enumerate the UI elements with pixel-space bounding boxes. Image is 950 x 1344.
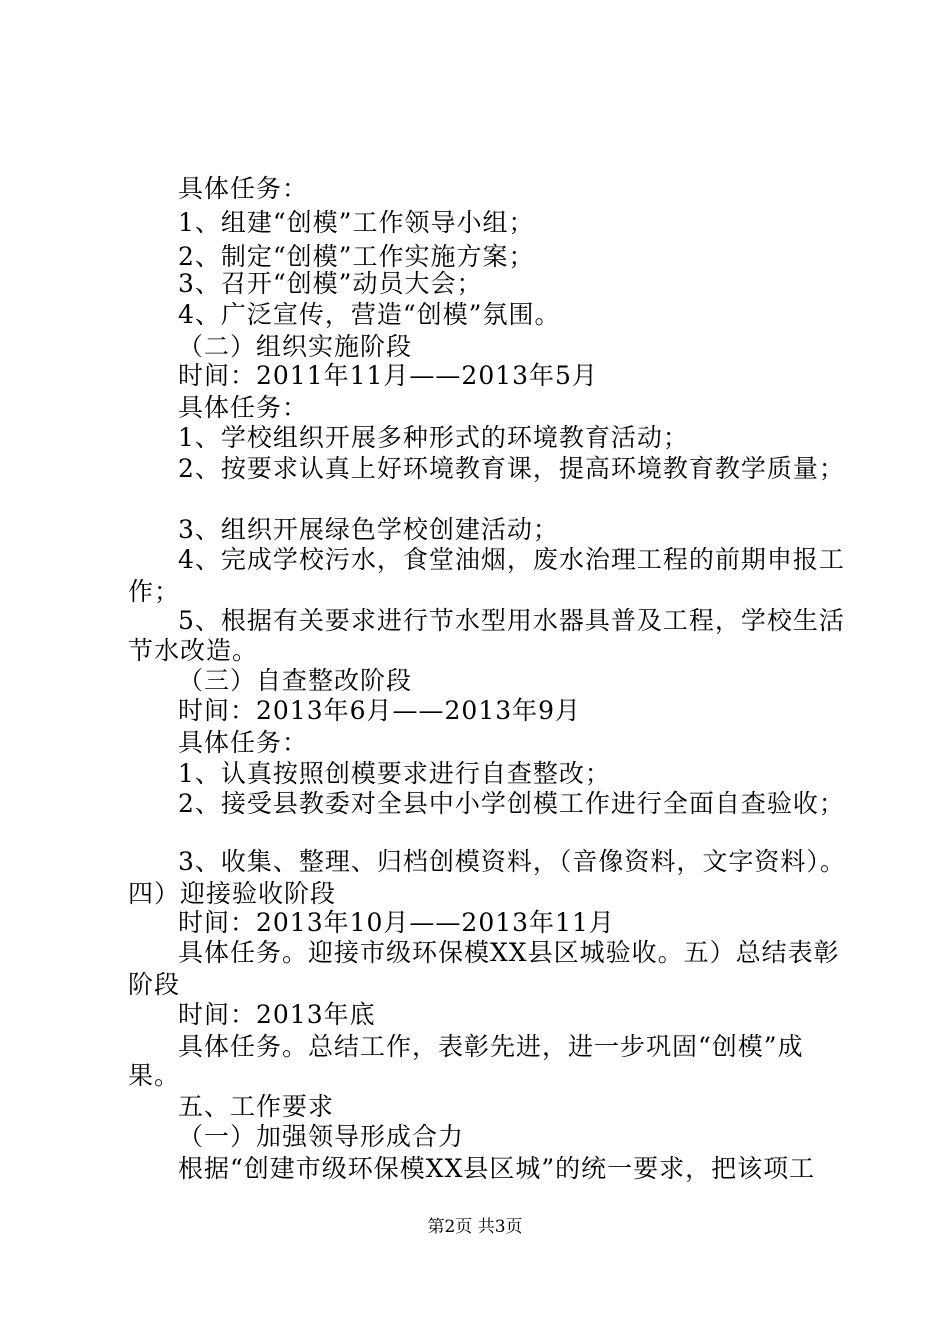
text-line: 4、完成学校污水，食堂油烟，废水治理工程的前期申报工 (178, 545, 845, 574)
section-heading: 五、工作要求 (178, 1092, 335, 1121)
text-line: 2、接受县教委对全县中小学创模工作进行全面自查验收； (178, 789, 845, 818)
text-line: 3、组织开展绿色学校创建活动； (178, 515, 559, 544)
text-line: 2、按要求认真上好环境教育课，提高环境教育教学质量； (178, 454, 845, 483)
section-heading: （一）加强领导形成合力 (178, 1122, 465, 1151)
text-line: 阶段 (128, 970, 181, 999)
text-line: 时间：2013年6月——2013年9月 (178, 696, 582, 725)
page-footer: 第2页 共3页 (427, 1217, 523, 1237)
text-line: 4、广泛宣传，营造“创模”氛围。 (178, 300, 561, 329)
text-line: 作； (128, 577, 181, 606)
section-heading: （三）自查整改阶段 (178, 666, 413, 695)
text-line: 1、组建“创模”工作领导小组； (178, 208, 535, 237)
section-heading: 四）迎接验收阶段 (128, 879, 337, 908)
text-line: 具体任务： (178, 174, 309, 203)
text-line: 具体任务： (178, 728, 309, 757)
text-line: 5、根据有关要求进行节水型用水器具普及工程，学校生活 (178, 606, 845, 635)
text-line: 节水改造。 (128, 636, 259, 665)
text-line: 3、召开“创模”动员大会； (178, 269, 483, 298)
text-line: 时间：2013年底 (178, 1000, 376, 1029)
text-line: 1、学校组织开展多种形式的环境教育活动； (178, 423, 689, 452)
text-line: 根据“创建市级环保模XX县区城”的统一要求，把该项工 (178, 1154, 816, 1183)
text-line: 2、制定“创模”工作实施方案； (178, 242, 535, 271)
section-heading: （二）组织实施阶段 (178, 332, 413, 361)
text-line: 具体任务。总结工作，表彰先进，进一步巩固“创模”成 (178, 1032, 804, 1061)
text-line: 具体任务： (178, 393, 309, 422)
text-line: 果。 (128, 1061, 181, 1090)
text-line: 3、收集、整理、归档创模资料，（音像资料，文字资料）。 (178, 847, 846, 876)
text-line: 1、认真按照创模要求进行自查整改； (178, 759, 611, 788)
text-line: 时间：2011年11月——2013年5月 (178, 361, 598, 390)
text-line: 时间：2013年10月——2013年11月 (178, 908, 615, 937)
text-line: 具体任务。迎接市级环保模XX县区城验收。五）总结表彰 (178, 938, 840, 967)
